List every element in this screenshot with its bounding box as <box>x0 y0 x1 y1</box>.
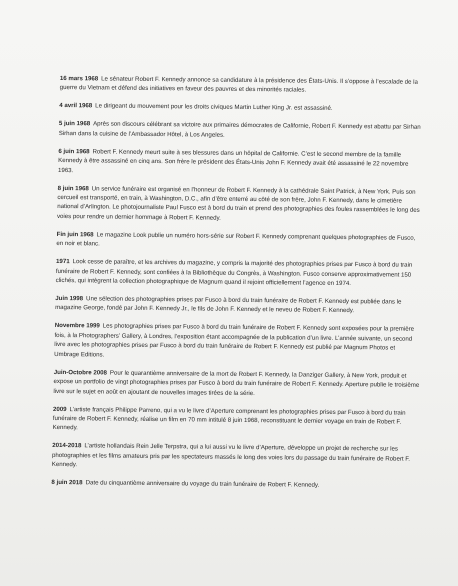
entry-text: Le dirigeant du mouvement pour les droits civiques Martin Luther King Jr. est assassiné. <box>95 102 333 113</box>
entry-text: Le sénateur Robert F. Kennedy annonce sa candidature à la présidence des États-Unis. Il s’oppose à l’escalade de la guerre du Vietnam et défend des initiatives en faveur des pauvres et des minorités raciales. <box>59 75 419 94</box>
entry-date: 2014-2018 <box>52 442 82 450</box>
timeline <box>51 74 426 500</box>
entry-text: Robert F. Kennedy meurt suite à ses blessures dans un hôpital de Californie. C’est le second membre de la famille Kennedy à être assassiné en cinq ans. Son frère le président des États-Unis John F. Kennedy avait été assassiné le 22 novembre 1963. <box>57 148 409 174</box>
entry-text: Après son discours célébrant sa victoire aux primaires démocrates de Californie, Robert F. Kennedy est abattu par Sirhan Sirhan dans la cuisine de l’Ambassador Hôtel, à Los Angeles. <box>58 120 421 139</box>
entry-date: 5 juin 1968 <box>58 120 91 128</box>
timeline-entry <box>59 101 425 114</box>
entry-date: 8 juin 1968 <box>57 184 89 192</box>
timeline-entry <box>58 147 425 179</box>
timeline-entry <box>51 478 417 491</box>
entry-date: 16 mars 1968 <box>59 74 99 83</box>
entry-text: L’artiste hollandais Rein Jelle Terpstra, qui a lui aussi vu le livre d’Aperture, développe un projet de recherche sur les photographies et les films amateurs pris par les spectateurs massés le long des voies lors du passage du train funéraire de Robert F. Kennedy. <box>51 442 411 469</box>
timeline-entry <box>59 119 425 142</box>
entry-text: Date du cinquantième anniversaire du voyage du train funéraire de Robert F. Kennedy. <box>85 479 320 489</box>
timeline-entry <box>53 368 420 400</box>
entry-date: Novembre 1999 <box>54 322 100 330</box>
entry-date: Juin 1998 <box>55 295 84 303</box>
entry-date: 2009 <box>52 405 67 413</box>
entry-text: Les photographies prises par Fusco à bord du train funéraire de Robert F. Kennedy sont exposées pour la première fois, à la Photographers’ Gallery, à Londres, l’exposition étant accompagnée de la publication d’un livre. L’année suivante, un second livre avec les photographies prises par Fusco à bord du train funéraire de Robert F. Kennedy est publié par Magnum Photos et Umbrage Editions. <box>54 322 415 359</box>
entry-text: Look cesse de paraître, et les archives du magazine, y compris la majorité des photographies prises par Fusco à bord du train funéraire de Robert F. Kennedy, sont confiées à la Bibliothèque du Congrès, à Washington. Fusco conserve approximativement 150 clichés, qui intègrent la collection photographique de Magnum quand il rejoint officiellement l’agence en 1974. <box>55 258 413 288</box>
timeline-entry <box>55 294 421 317</box>
timeline-entry <box>54 321 421 362</box>
entry-text: Le magazine Look publie un numéro hors-série sur Robert F. Kennedy comprenant quelques photographies de Fusco, en noir et blanc. <box>56 231 416 248</box>
timeline-entry <box>52 404 419 436</box>
entry-date: Fin juin 1968 <box>56 230 94 239</box>
timeline-entry <box>57 184 424 225</box>
entry-date: 4 avril 1968 <box>59 102 93 110</box>
timeline-entry <box>56 230 422 253</box>
timeline-entry <box>56 257 423 289</box>
timeline-entry <box>60 74 426 97</box>
entry-date: 8 juin 2018 <box>51 479 83 487</box>
entry-text: Une sélection des photographies prises par Fusco à bord du train funéraire de Robert F. Kennedy est publiée dans le magazine George, fondé par John F. Kennedy Jr., le fils de John F. Kennedy et le neveu de Robert F. Kennedy. <box>55 295 402 315</box>
entry-text: L’artiste français Philippe Parreno, qui a vu le livre d’Aperture comprenant les photographies prises par Fusco à bord du train funéraire de Robert F. Kennedy, réalise un film en 70 mm intitulé 8 juin 1968, reconstituant le dernier voyage en train de Robert F. Kennedy. <box>52 405 406 432</box>
entry-date: 1971 <box>55 258 70 266</box>
entry-text: Un service funéraire est organisé en l’honneur de Robert F. Kennedy à la cathédrale Saint Patrick, à New York. Puis son cercueil est transporté, en train, à Washington, D.C., afin d’être enterré au côté de son frère, John F. Kennedy, dans le cimetière national d’Arlington. Le photojournaliste Paul Fusco est à bord du train et prend des photographies des foules rassemblées le long des voies pour rendre un dernier hommage à Robert F. Kennedy. <box>56 184 420 222</box>
entry-date: Juin-Octobre 2008 <box>53 368 107 377</box>
timeline-entry <box>52 441 419 473</box>
entry-text: Pour le quarantième anniversaire de la mort de Robert F. Kennedy, la Danziger Gallery, à New York, produit et expose un portfolio de vingt photographies prises par Fusco à bord du train funéraire de Robert F. Kennedy. Aperture publie le troisième livre sur le sujet en août en ajoutant de nouvelles images tirées de la série. <box>53 369 420 397</box>
entry-date: 6 juin 1968 <box>58 147 90 156</box>
